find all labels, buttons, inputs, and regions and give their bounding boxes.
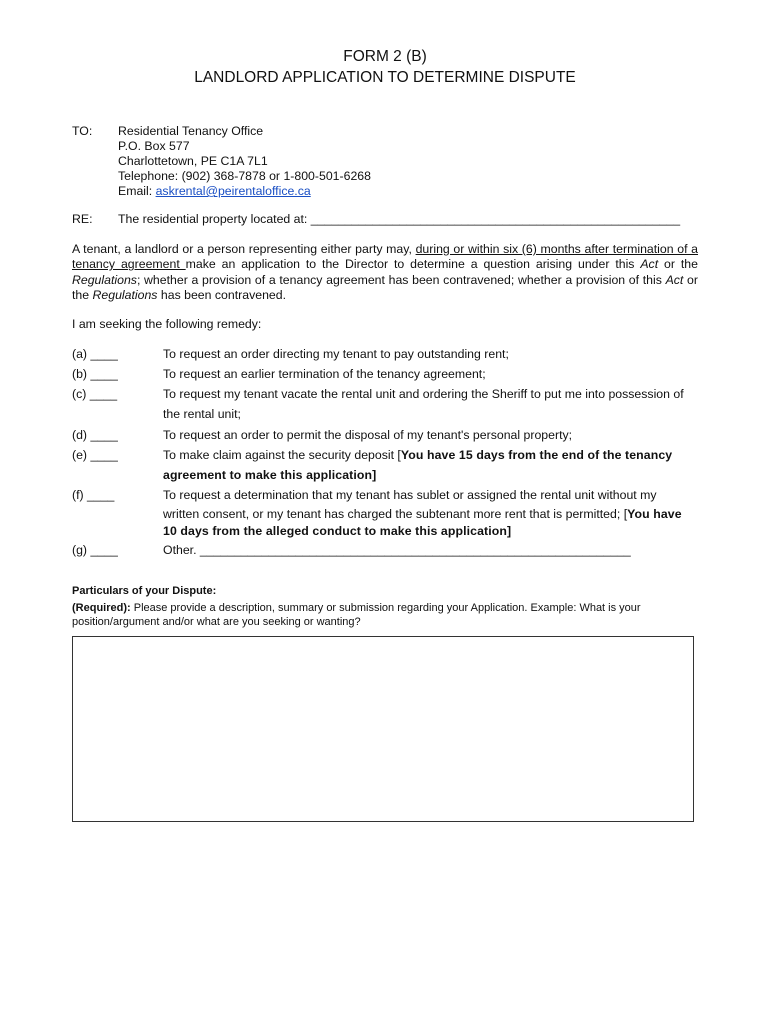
remedy-checkbox-f[interactable]: (f) ____ [72,488,115,502]
email-line [118,184,371,199]
property-address-field[interactable]: The residential property located at: ______________________________________________________ [118,212,681,226]
page-title: LANDLORD APPLICATION TO DETERMINE DISPUTE [194,69,576,86]
remedy-text-a: To request an order directing my tenant to pay outstanding rent; [163,347,509,361]
telephone-line: Telephone: (902) 368-7878 or 1-800-501-6268 [118,169,371,183]
address-line: Residential Tenancy Office [118,124,264,138]
remedy-text-d: To request an order to permit the disposal of my tenant's personal property; [163,428,573,442]
particulars-heading: Particulars of your Dispute: [72,585,217,597]
remedy-text-c: To request my tenant vacate the rental unit and ordering the Sheriff to put me into possession of the rental unit; [163,387,684,421]
address-line: Charlottetown, PE C1A 7L1 [118,154,268,168]
remedy-checkbox-b[interactable]: (b) ____ [72,367,118,381]
address-line: P.O. Box 577 [118,139,190,153]
remedy-text-f: To request a determination that my tenant has sublet or assigned the rental unit without my written consent, or my tenant has charged the subtenant more rent that is permitted; [You have 10 days from the alleged conduct to make this application] [163,488,682,538]
email-label: Email: [118,184,156,198]
particulars-instructions: (Required): Please provide a description, summary or submission regarding your Application. Example: What is your position/argument and/or what are you seeking or wanting? [72,602,641,628]
to-label: TO: [72,124,93,138]
remedy-text-e: To make claim against the security deposit [You have 15 days from the end of the tenancy agreement to make this application] [163,448,673,482]
email-link[interactable]: askrental@peirentaloffice.ca [155,184,311,198]
remedy-text-b: To request an earlier termination of the tenancy agreement; [163,367,486,381]
remedy-intro: I am seeking the following remedy: [72,317,262,331]
remedy-checkbox-g[interactable]: (g) ____ [72,543,118,557]
remedy-checkbox-e[interactable]: (e) ____ [72,448,118,462]
remedy-text-g[interactable]: Other. _______________________________________________________________ [163,543,631,557]
re-label: RE: [72,212,93,226]
intro-paragraph: A tenant, a landlord or a person representing either party may, during or within six (6) months after termination of a tenancy agreement make an application to the Director to determine a question arising under this Act or the Regulations; whether a provision of a tenancy agreement has been contravened; whether a provision of this Act or the Regulations has been contravened. [72,242,699,302]
remedy-checkbox-c[interactable]: (c) ____ [72,387,118,401]
remedy-checkbox-a[interactable]: (a) ____ [72,347,118,361]
dispute-description-box[interactable] [72,636,694,822]
address-block [118,124,371,199]
remedy-checkbox-d[interactable]: (d) ____ [72,428,118,442]
form-number: FORM 2 (B) [343,48,427,65]
